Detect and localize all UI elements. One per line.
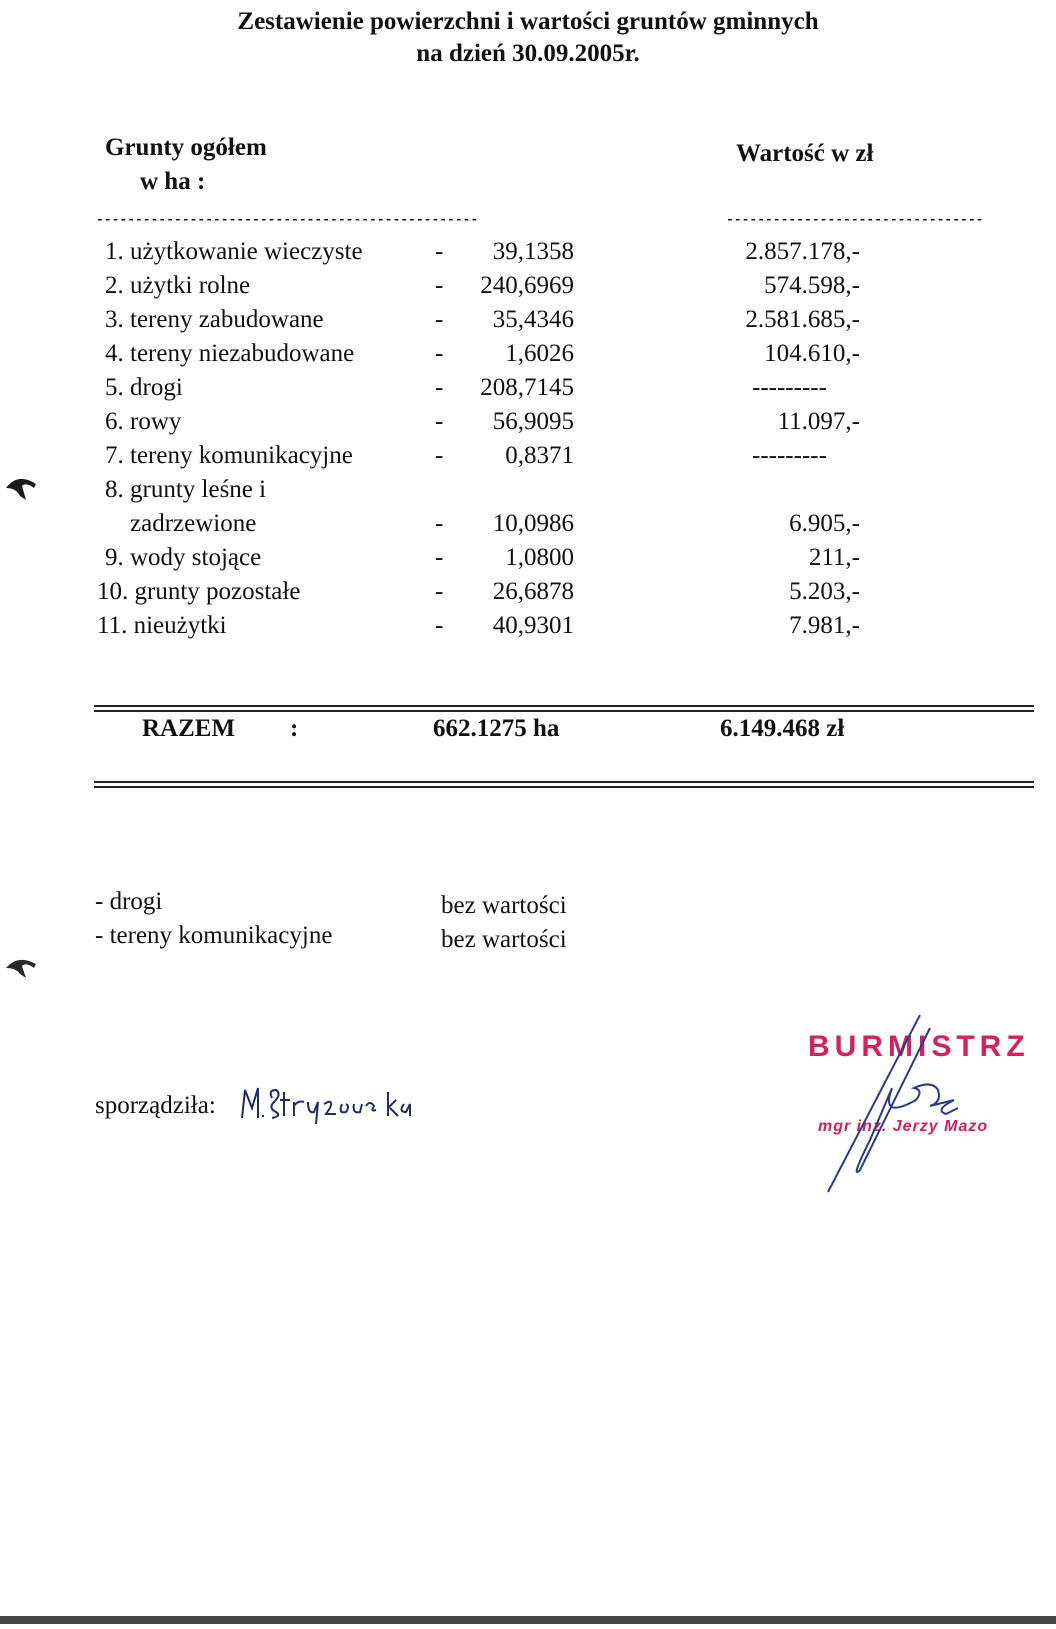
row-label: 10. grunty pozostałe bbox=[97, 578, 301, 605]
document-title: Zestawienie powierzchni i wartości gruntów gminnych bbox=[237, 8, 819, 35]
total-area: 662.1275 ha bbox=[433, 715, 560, 742]
row-value: 2.857.178,- bbox=[745, 238, 860, 265]
scan-edge-bar bbox=[0, 1616, 1056, 1624]
row-label: 1. użytkowanie wieczyste bbox=[105, 238, 363, 265]
row-label: 7. tereny komunikacyjne bbox=[105, 442, 353, 469]
note-value: bez wartości bbox=[441, 892, 567, 919]
row-value: 11.097,- bbox=[777, 408, 860, 435]
note-value: bez wartości bbox=[441, 926, 567, 953]
row-area: 10,0986 bbox=[492, 510, 574, 537]
total-bottom-rule-2 bbox=[94, 786, 1034, 788]
total-top-rule-2 bbox=[94, 710, 1034, 712]
row-value: 6.905,- bbox=[789, 510, 860, 537]
row-dash: - bbox=[435, 408, 444, 435]
row-label: 6. rowy bbox=[105, 408, 182, 435]
row-area: 35,4346 bbox=[492, 306, 574, 333]
row-dash: - bbox=[435, 442, 444, 469]
row-dash: - bbox=[435, 340, 444, 367]
table-row bbox=[0, 306, 1056, 340]
total-top-rule bbox=[94, 705, 1034, 707]
row-dash: - bbox=[435, 238, 444, 265]
row-label: 2. użytki rolne bbox=[105, 272, 251, 299]
row-value-none: --------- bbox=[752, 442, 827, 469]
row-dash: - bbox=[435, 374, 444, 401]
area-column-header: Grunty ogółem bbox=[105, 134, 267, 161]
row-area: 0,8371 bbox=[505, 442, 574, 469]
table-row bbox=[0, 408, 1056, 442]
row-value: 211,- bbox=[808, 544, 860, 571]
table-row bbox=[0, 340, 1056, 374]
table-row bbox=[0, 238, 1056, 272]
note-item: - drogi bbox=[95, 888, 163, 915]
row-dash: - bbox=[435, 510, 444, 537]
row-dash: - bbox=[435, 272, 444, 299]
row-area: 1,0800 bbox=[505, 544, 574, 571]
table-row bbox=[0, 544, 1056, 578]
punch-hole-mark bbox=[4, 950, 38, 980]
table-row bbox=[0, 510, 1056, 544]
row-label: 11. nieużytki bbox=[97, 612, 227, 639]
row-area: 56,9095 bbox=[492, 408, 574, 435]
total-colon: : bbox=[290, 715, 299, 742]
row-area: 1,6026 bbox=[505, 340, 574, 367]
table-row bbox=[0, 476, 1056, 510]
row-dash: - bbox=[435, 612, 444, 639]
punch-hole-mark bbox=[4, 470, 38, 504]
stamp-name: mgr inż. Jerzy Mazo bbox=[818, 1118, 989, 1135]
value-header-rule: --------------------------------- bbox=[726, 212, 984, 227]
document-date: na dzień 30.09.2005r. bbox=[416, 40, 640, 67]
row-value: 2.581.685,- bbox=[745, 306, 860, 333]
row-value: 104.610,- bbox=[764, 340, 860, 367]
row-label: 9. wody stojące bbox=[105, 544, 262, 571]
value-column-header: Wartość w zł bbox=[736, 140, 874, 167]
row-area: 240,6969 bbox=[480, 272, 574, 299]
row-label: zadrzewione bbox=[105, 510, 257, 537]
row-value: 5.203,- bbox=[789, 578, 860, 605]
table-row bbox=[0, 612, 1056, 646]
row-area: 40,9301 bbox=[492, 612, 574, 639]
row-value: 574.598,- bbox=[764, 272, 860, 299]
row-label: 3. tereny zabudowane bbox=[105, 306, 324, 333]
total-bottom-rule bbox=[94, 781, 1034, 783]
row-value-none: --------- bbox=[752, 374, 827, 401]
stamp-title: BURMISTRZ bbox=[808, 1030, 1030, 1063]
row-area: 208,7145 bbox=[480, 374, 574, 401]
row-area: 39,1358 bbox=[492, 238, 574, 265]
row-dash: - bbox=[435, 306, 444, 333]
table-row bbox=[0, 442, 1056, 476]
row-area: 26,6878 bbox=[492, 578, 574, 605]
total-label: RAZEM bbox=[142, 715, 236, 742]
row-dash: - bbox=[435, 578, 444, 605]
row-label: 8. grunty leśne i bbox=[105, 476, 267, 503]
row-label: 5. drogi bbox=[105, 374, 183, 401]
row-value: 7.981,- bbox=[789, 612, 860, 639]
table-row bbox=[0, 374, 1056, 408]
note-item: - tereny komunikacyjne bbox=[95, 922, 333, 949]
prepared-by-label: sporządziła: bbox=[95, 1092, 216, 1119]
table-row bbox=[0, 272, 1056, 306]
row-label: 4. tereny niezabudowane bbox=[105, 340, 355, 367]
table-row bbox=[0, 578, 1056, 612]
area-header-rule: ------------------------------------------------- bbox=[96, 212, 479, 227]
row-dash: - bbox=[435, 544, 444, 571]
total-value: 6.149.468 zł bbox=[720, 715, 845, 742]
area-unit-header: w ha : bbox=[140, 168, 206, 195]
handwritten-signature-preparer bbox=[238, 1078, 418, 1128]
handwritten-signature-mayor bbox=[820, 1010, 960, 1195]
